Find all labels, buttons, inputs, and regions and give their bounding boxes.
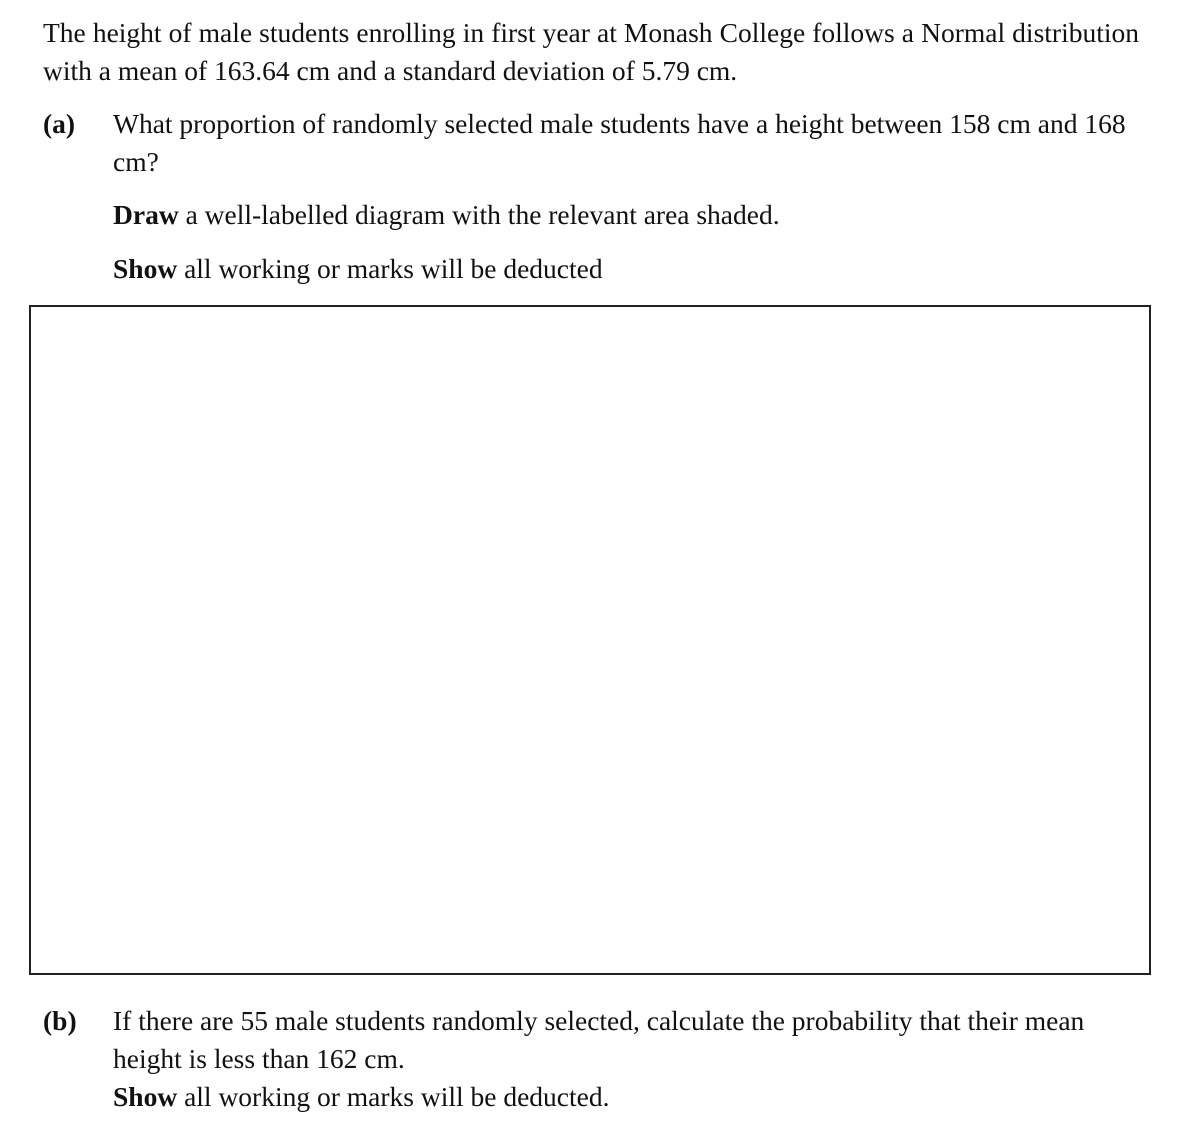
show-keyword-a: Show xyxy=(113,253,178,284)
part-a-show-instruction xyxy=(113,250,603,288)
part-a-draw-instruction xyxy=(113,196,780,234)
part-a-body xyxy=(113,105,1143,181)
part-b-question-text: If there are 55 male students randomly selected, calculate the probability that their mean height is less than 162 cm. xyxy=(113,1005,1085,1074)
part-b-body xyxy=(113,1002,1143,1116)
show-instruction-text-b: all working or marks will be deducted. xyxy=(177,1081,610,1112)
draw-keyword: Draw xyxy=(113,199,179,230)
problem-intro: The height of male students enrolling in first year at Monash College follows a Normal distribution with a mean of 163.64 cm and a standard deviation of 5.79 cm. xyxy=(43,17,1139,86)
answer-box-part-a[interactable] xyxy=(29,305,1151,975)
part-a-label: (a) xyxy=(43,108,76,139)
draw-instruction-text: a well-labelled diagram with the relevant area shaded. xyxy=(178,199,780,230)
part-b-show-instruction xyxy=(113,1078,1143,1116)
part-a-question-text: What proportion of randomly selected male students have a height between 158 cm and 168 cm? xyxy=(113,108,1126,177)
show-instruction-text-a: all working or marks will be deducted xyxy=(177,253,603,284)
show-keyword-b: Show xyxy=(113,1081,178,1112)
part-b-label: (b) xyxy=(43,1005,77,1036)
